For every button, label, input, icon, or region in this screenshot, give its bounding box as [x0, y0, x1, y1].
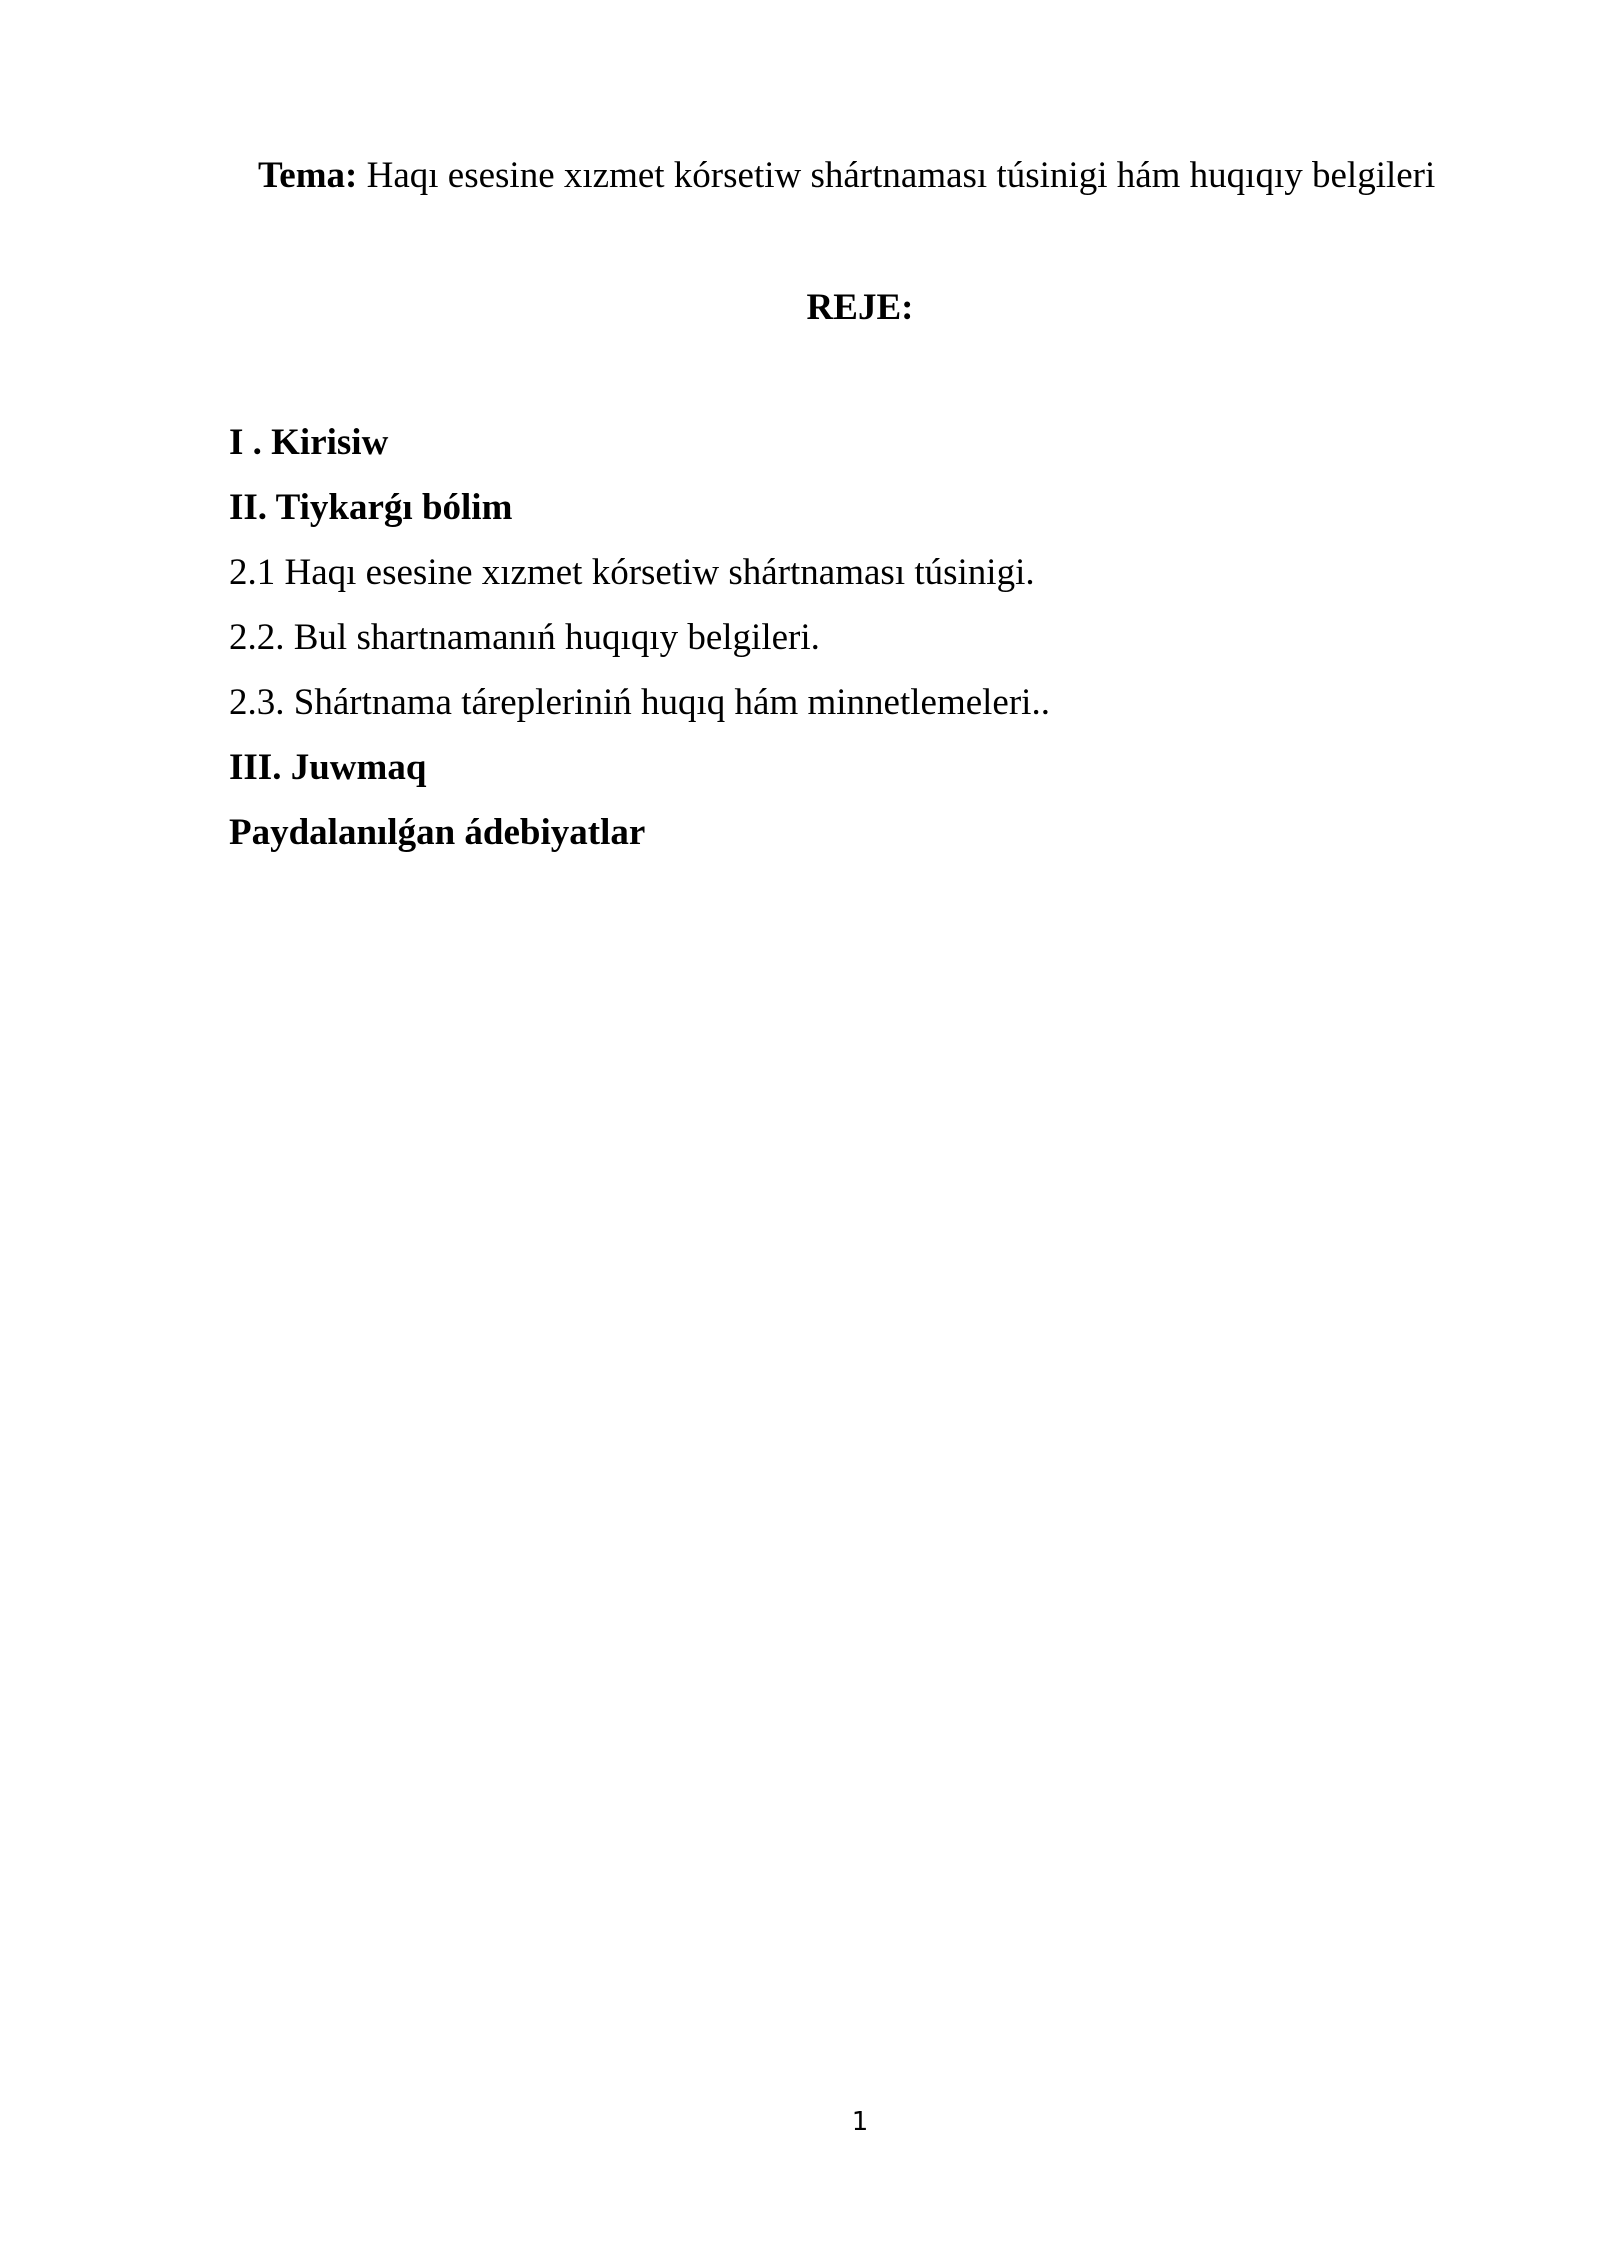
topic-label: Tema: — [258, 155, 358, 196]
plan-item-conclusion: III. Juwmaq — [229, 747, 427, 788]
plan-item-references: Paydalanılǵan ádebiyatlar — [229, 812, 646, 853]
topic-text: Haqı esesine xızmet kórsetiw shártnaması túsinigi hám huqıqıy belgileri — [366, 155, 1436, 196]
plan-item-introduction: I . Kirisiw — [229, 422, 389, 463]
plan-item-main-part: II. Tiykarǵı bólim — [229, 487, 513, 528]
plan-item-2-3: 2.3. Shártnama tárepleriniń huqıq hám minnetlemeleri.. — [229, 682, 1050, 723]
plan-list — [229, 410, 1429, 865]
page-number: 1 — [851, 2107, 869, 2137]
document-topic — [258, 150, 1558, 202]
plan-heading: REJE: — [806, 287, 914, 328]
plan-item-2-1: 2.1 Haqı esesine xızmet kórsetiw shártnaması túsinigi. — [229, 552, 1035, 593]
plan-item-2-2: 2.2. Bul shartnamanıń huqıqıy belgileri. — [229, 617, 820, 658]
